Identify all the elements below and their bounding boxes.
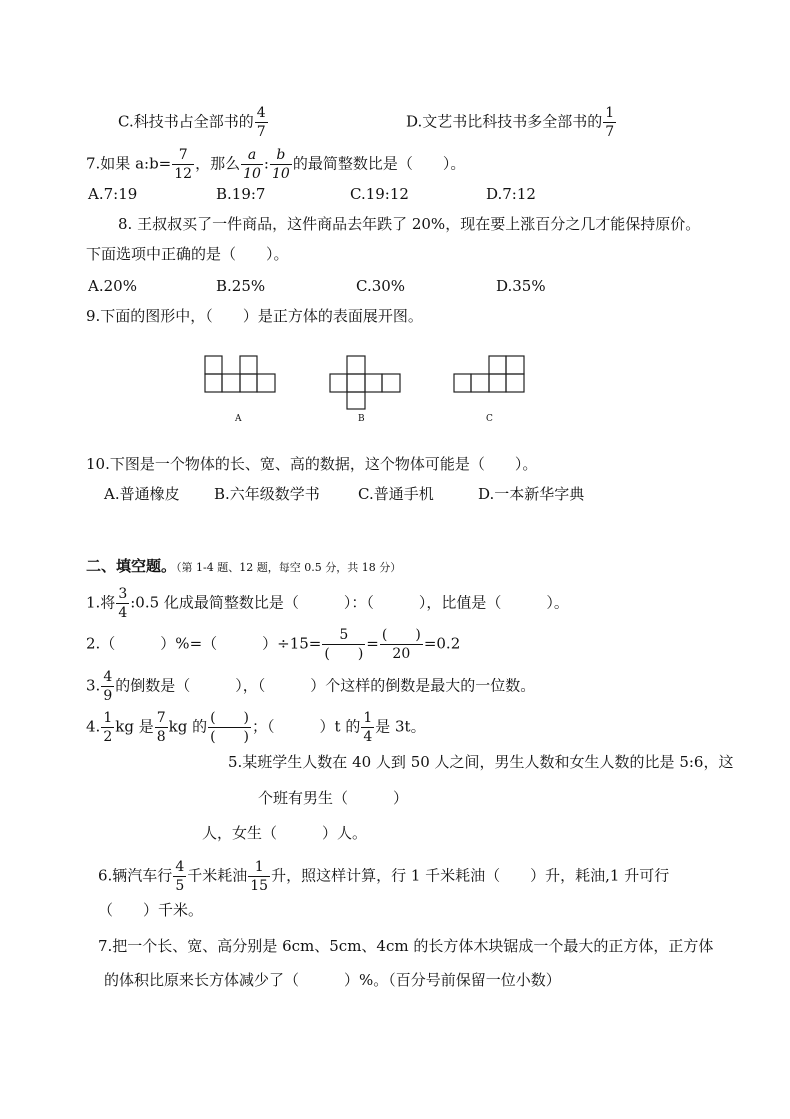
fraction: $\frac{4}{5}$ bbox=[175, 859, 185, 894]
fill-5-line1: 5.某班学生人数在 40 人到 50 人之间，男生人数和女生人数的比是 5:6，这 bbox=[228, 753, 734, 771]
fill-2: 2.（ ）%=（ ）÷15= $\frac{5}{( )}$ = $\frac{( )}{20}$ =0.2 bbox=[86, 627, 461, 662]
fraction: $\frac{b}{10}$ bbox=[271, 147, 290, 182]
fill-6: 6.辆汽车行 $\frac{4}{5}$ 千米耗油 $\frac{1}{15}$ 升，照这样计算，行 1 千米耗油（ ）升，耗油,1 升可行 bbox=[98, 859, 670, 894]
q10-option-b: B.六年级数学书 bbox=[214, 485, 320, 503]
fraction: $\frac{3}{4}$ bbox=[118, 586, 128, 621]
q8-option-a: A.20% bbox=[88, 277, 137, 295]
q8-line1: 8. 王叔叔买了一件商品，这件商品去年跌了 20%，现在要上涨百分之几才能保持原价。 bbox=[118, 215, 701, 233]
net-label-b: B bbox=[358, 414, 365, 424]
q10-option-c: C.普通手机 bbox=[358, 485, 434, 503]
q8-option-d: D.35% bbox=[496, 277, 546, 295]
question-9: 9.下面的图形中，（ ）是正方体的表面展开图。 bbox=[86, 307, 423, 325]
net-label-a: A bbox=[235, 414, 242, 424]
fraction: $\frac{4}{7}$ bbox=[256, 105, 266, 140]
fraction: $\frac{7}{12}$ bbox=[174, 147, 193, 182]
fraction: $\frac{7}{8}$ bbox=[156, 710, 166, 745]
cube-net-c bbox=[453, 355, 527, 395]
fill-6-line2: （ ）千米。 bbox=[98, 901, 204, 919]
question-7: 7.如果 a:b= $\frac{7}{12}$ ，那么 $\frac{a}{10}$ : $\frac{b}{10}$ 的最简整数比是（ ）。 bbox=[86, 147, 466, 182]
cube-net-a bbox=[204, 355, 278, 395]
q8-line2: 下面选项中正确的是（ ）。 bbox=[86, 245, 289, 263]
question-10: 10.下图是一个物体的长、宽、高的数据，这个物体可能是（ ）。 bbox=[86, 455, 538, 473]
q8-option-c: C.30% bbox=[356, 277, 406, 295]
fraction: $\frac{( )}{( )}$ bbox=[210, 710, 250, 745]
q7-option-b: B.19:7 bbox=[216, 185, 266, 203]
q7-option-a: A.7:19 bbox=[88, 185, 138, 203]
q7-option-c: C.19:12 bbox=[350, 185, 409, 203]
fill-7-line2: 的体积比原来长方体减少了（ ）%。（百分号前保留一位小数） bbox=[104, 971, 561, 989]
fraction: $\frac{5}{( )}$ bbox=[324, 627, 364, 662]
q10-option-a: A.普通橡皮 bbox=[104, 485, 180, 503]
cube-net-b bbox=[329, 355, 403, 411]
fill-5-line2: 个班有男生（ ） bbox=[258, 789, 409, 807]
fill-1: 1.将 $\frac{3}{4}$ :0.5 化成最简整数比是（ ）：（ ），比值是（ ）。 bbox=[86, 586, 569, 621]
fraction: $\frac{1}{15}$ bbox=[250, 859, 269, 894]
fraction: $\frac{1}{2}$ bbox=[103, 710, 113, 745]
net-label-c: C bbox=[486, 414, 493, 424]
fraction: $\frac{1}{7}$ bbox=[605, 105, 615, 140]
fill-7-line1: 7.把一个长、宽、高分别是 6cm、5cm、4cm 的长方体木块锯成一个最大的正方体，正方体 bbox=[98, 937, 714, 955]
fraction: $\frac{( )}{20}$ bbox=[381, 627, 421, 662]
q7-option-d: D.7:12 bbox=[486, 185, 536, 203]
q10-option-d: D.一本新华字典 bbox=[478, 485, 585, 503]
fill-5-line3: 人，女生（ ）人。 bbox=[202, 824, 368, 842]
q6-option-d: D.文艺书比科技书多全部书的 $\frac{1}{7}$ bbox=[406, 105, 615, 140]
fill-4: 4. $\frac{1}{2}$ kg 是 $\frac{7}{8}$ kg 的 $\frac{( )}{( )}$ ；（ ）t 的 $\frac{1}{4}$ 是 3t。 bbox=[86, 710, 426, 745]
fraction: $\frac{1}{4}$ bbox=[363, 710, 373, 745]
q8-option-b: B.25% bbox=[216, 277, 266, 295]
fraction: $\frac{a}{10}$ bbox=[243, 147, 261, 182]
fraction: $\frac{4}{9}$ bbox=[103, 669, 113, 704]
fill-3: 3. $\frac{4}{9}$ 的倒数是（ ），（ ）个这样的倒数是最大的一位数。 bbox=[86, 669, 536, 704]
section-2-heading: 二、填空题。（第 1-4 题、12 题，每空 0.5 分，共 18 分） bbox=[86, 557, 402, 575]
q6-option-c: C.科技书占全部书的 $\frac{4}{7}$ bbox=[118, 105, 266, 140]
